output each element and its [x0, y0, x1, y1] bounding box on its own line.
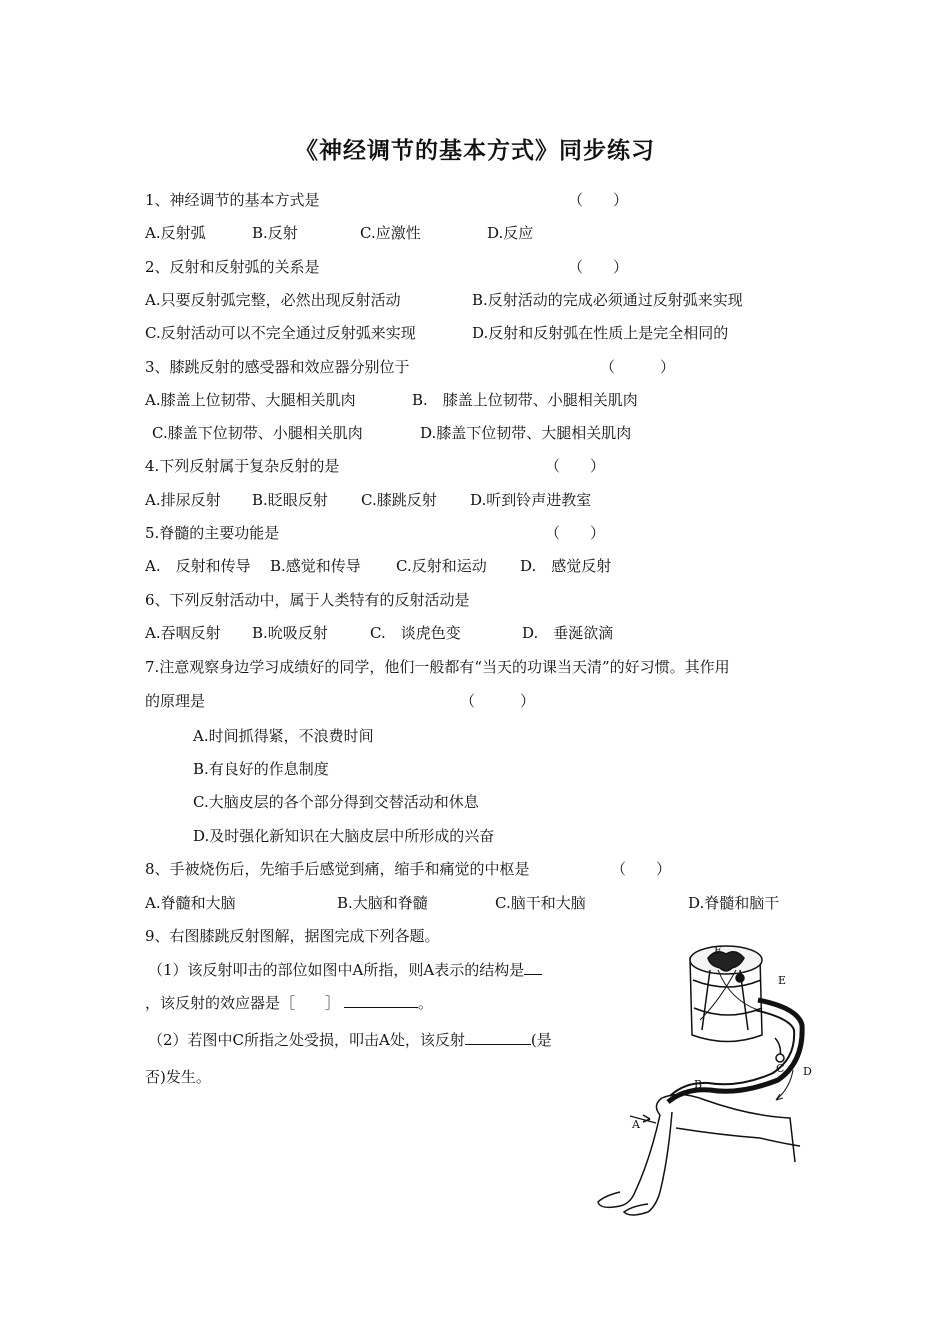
- q1-answer-paren: （ ）: [568, 191, 629, 209]
- q9-part1-line2: [145, 993, 433, 1013]
- q8-option-a: A.脊髓和大脑: [145, 894, 236, 912]
- q9-blank-2[interactable]: [344, 993, 418, 1008]
- q3-option-b: B. 膝盖上位韧带、小腿相关肌肉: [412, 391, 638, 409]
- q9-blank-1[interactable]: [524, 960, 542, 975]
- label-f: F: [714, 944, 722, 957]
- q1-option-b: B.反射: [252, 224, 298, 242]
- knee-jerk-reflex-figure: [590, 930, 820, 1230]
- q3-option-d: D.膝盖下位韧带、大腿相关肌肉: [420, 424, 632, 442]
- q7-option-b: B.有良好的作息制度: [193, 760, 329, 778]
- q4-option-d: D.听到铃声进教室: [470, 491, 592, 509]
- q7-option-a: A.时间抓得紧，不浪费时间: [193, 727, 374, 745]
- q8-option-b: B.大脑和脊髓: [337, 894, 428, 912]
- q9-part1-text: （1）该反射叩击的部位如图中A所指，则A表示的结构是: [148, 961, 525, 979]
- q8-option-d: D.脊髓和脑干: [688, 894, 780, 912]
- q3-answer-paren: （ ）: [600, 358, 676, 376]
- q9-part2-line1: [148, 1030, 552, 1050]
- q2-stem: 2、反射和反射弧的关系是: [145, 258, 320, 276]
- q5-answer-paren: （ ）: [545, 524, 606, 542]
- q3-option-a: A.膝盖上位韧带、大腿相关肌肉: [145, 391, 356, 409]
- q4-stem: 4.下列反射属于复杂反射的是: [145, 457, 340, 475]
- q4-option-a: A.排尿反射: [145, 491, 221, 509]
- q8-stem: 8、手被烧伤后，先缩手后感觉到痛，缩手和痛觉的中枢是: [145, 860, 530, 878]
- page-title: 《神经调节的基本方式》同步练习: [295, 138, 655, 164]
- q7-answer-paren: （ ）: [460, 692, 536, 710]
- q9-blank-3[interactable]: [465, 1030, 531, 1045]
- q2-option-d: D.反射和反射弧在性质上是完全相同的: [472, 324, 729, 342]
- q6-option-d: D. 垂涎欲滴: [522, 624, 614, 642]
- q9-part1-effector-text: ，该反射的效应器是［ ］: [145, 994, 341, 1012]
- q1-option-c: C.应激性: [360, 224, 421, 242]
- q4-answer-paren: （ ）: [545, 457, 606, 475]
- q2-option-a: A.只要反射弧完整，必然出现反射活动: [145, 291, 401, 309]
- q4-option-b: B.眨眼反射: [252, 491, 328, 509]
- q9-part1-line1: [148, 960, 542, 980]
- q9-part2-line2: 否)发生。: [145, 1068, 211, 1086]
- q5-option-c: C.反射和运动: [396, 557, 487, 575]
- q1-stem: 1、神经调节的基本方式是: [145, 191, 320, 209]
- q5-option-d: D. 感觉反射: [520, 557, 612, 575]
- q7-option-c: C.大脑皮层的各个部分得到交替活动和休息: [193, 793, 479, 811]
- q6-option-c: C. 谈虎色变: [370, 624, 461, 642]
- q9-part2-text: （2）若图中C所指之处受损，叩击A处，该反射: [148, 1031, 465, 1049]
- q2-option-c: C.反射活动可以不完全通过反射弧来实现: [145, 324, 416, 342]
- q9-part1-end: 。: [418, 994, 434, 1012]
- q9-part2-shi: (是: [530, 1031, 552, 1049]
- label-e: E: [778, 974, 787, 987]
- q3-option-c: C.膝盖下位韧带、小腿相关肌肉: [152, 424, 363, 442]
- q5-stem: 5.脊髓的主要功能是: [145, 524, 280, 542]
- q3-stem: 3、膝跳反射的感受器和效应器分别位于: [145, 358, 410, 376]
- label-b: B: [694, 1078, 703, 1091]
- q8-answer-paren: （ ）: [611, 860, 672, 878]
- label-a: A: [632, 1118, 640, 1131]
- spinal-cord-section: [690, 946, 762, 1042]
- q7-stem-line2: 的原理是: [145, 692, 206, 710]
- q6-option-a: A.吞咽反射: [145, 624, 221, 642]
- q1-option-a: A.反射弧: [145, 224, 206, 242]
- q2-option-b: B.反射活动的完成必须通过反射弧来实现: [472, 291, 743, 309]
- q7-stem-line1: 7.注意观察身边学习成绩好的同学，他们一般都有“当天的功课当天清”的好习惯。其作用: [145, 658, 730, 676]
- label-d: D: [803, 1065, 812, 1078]
- label-c: C: [776, 1062, 785, 1075]
- q1-option-d: D.反应: [487, 224, 534, 242]
- q9-stem: 9、右图膝跳反射图解，据图完成下列各题。: [145, 927, 440, 945]
- seated-leg-outline: [598, 1094, 800, 1215]
- q6-option-b: B.吮吸反射: [252, 624, 328, 642]
- q7-option-d: D.及时强化新知识在大脑皮层中所形成的兴奋: [193, 827, 495, 845]
- q5-option-a: A. 反射和传导: [145, 557, 251, 575]
- q6-stem: 6、下列反射活动中，属于人类特有的反射活动是: [145, 591, 470, 609]
- q8-option-c: C.脑干和大脑: [495, 894, 586, 912]
- q5-option-b: B.感觉和传导: [270, 557, 361, 575]
- q2-answer-paren: （ ）: [568, 258, 629, 276]
- q4-option-c: C.膝跳反射: [361, 491, 437, 509]
